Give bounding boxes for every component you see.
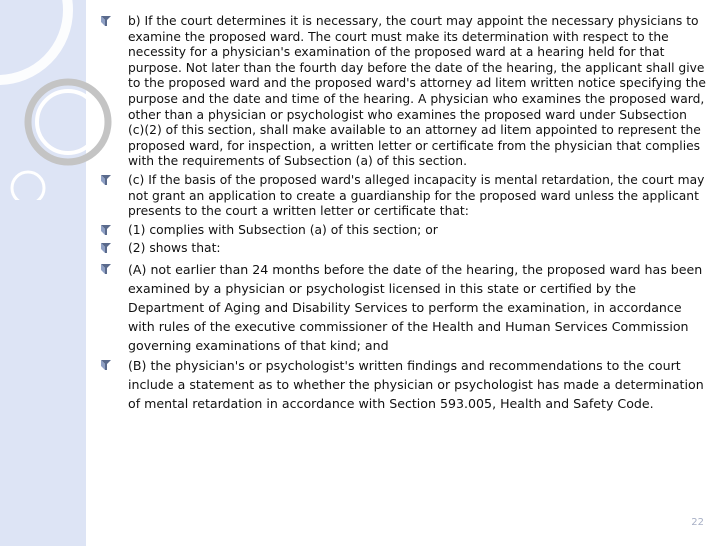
list-item <box>100 223 706 239</box>
page-number: 22 <box>691 517 704 528</box>
bullet-icon <box>101 360 111 370</box>
list-item <box>100 173 706 220</box>
bullet-text: (1) complies with Subsection (a) of this section; or <box>128 222 438 237</box>
list-item <box>100 260 706 355</box>
ring-large <box>0 0 68 80</box>
bullet-icon <box>101 243 111 253</box>
list-item <box>100 14 706 170</box>
bullet-list <box>100 14 706 414</box>
bullet-text: (A) not earlier than 24 months before the date of the hearing, the proposed ward has been examined by a physician or psychologist licensed in this state or certified by the Department of Aging and Disability Services to perform the examination, in accordance with rules of the executive commissioner of the Health and Human Services Commission governing examinations of that kind; and <box>128 261 703 353</box>
bullet-text: b) If the court determines it is necessary, the court may appoint the necessary physicians to examine the proposed ward. The court must make its determination with respect to the necessity for a physician's examination of the proposed ward at a hearing held for that purpose. Not later than the fourth day before the date of the hearing, the applicant shall give to the proposed ward and the proposed ward's attorney ad litem written notice specifying the purpose and the date and time of the hearing. A physician who examines the proposed ward, other than a physician or psychologist who examines the proposed ward under Subsection (c)(2) of this section, shall make available to an attorney ad litem appointed to represent the proposed ward, for inspection, a written letter or certificate from the physician that complies with the requirements of Subsection (a) of this section. <box>128 14 706 169</box>
bullet-text: (B) the physician's or psychologist's written findings and recommendations to the court include a statement as to whether the physician or psychologist has made a determination of mental retardation in accordance with Section 593.005, Health and Safety Code. <box>128 357 704 411</box>
bullet-icon <box>101 264 111 274</box>
bullet-icon <box>101 175 111 185</box>
bullet-text: (c) If the basis of the proposed ward's alleged incapacity is mental retardation, the court may not grant an application to create a guardianship for the proposed ward unless the applicant presents to the court a written letter or certificate that: <box>128 172 705 219</box>
ring-white-inner <box>37 91 99 153</box>
bullet-text: (2) shows that: <box>128 241 221 256</box>
bullet-icon <box>101 16 111 26</box>
ring-small <box>12 172 44 200</box>
list-item <box>100 241 706 257</box>
list-item <box>100 356 706 413</box>
bullet-icon <box>101 225 111 235</box>
ring-gray <box>28 82 108 162</box>
